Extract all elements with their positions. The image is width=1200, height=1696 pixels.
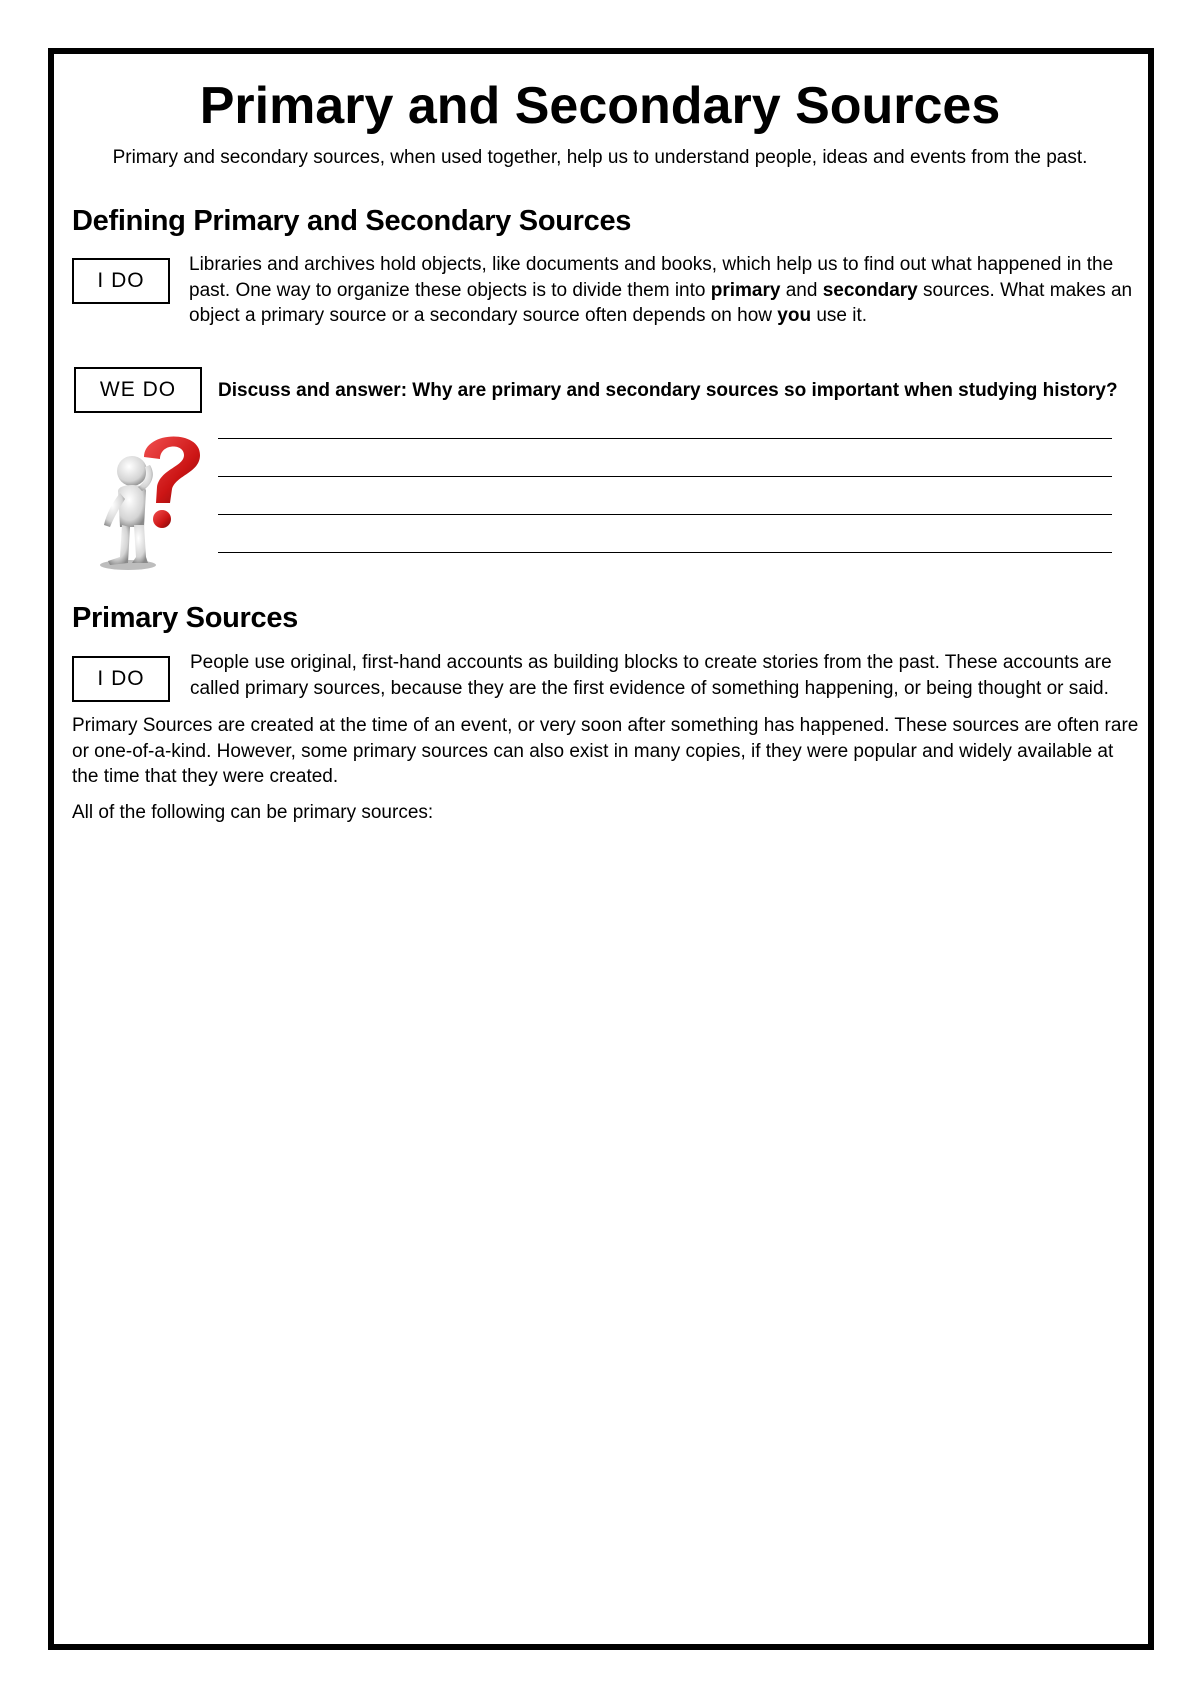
primary-sources-intro: People use original, first-hand accounts as building blocks to create stories from the past. These accounts are called primary sources, because they are the first evidence of something happening, or being thought or said.	[190, 652, 1112, 699]
answer-line[interactable]	[218, 514, 1112, 515]
primary-sources-list-intro: All of the following can be primary sources:	[72, 802, 434, 823]
answer-line[interactable]	[218, 552, 1112, 553]
i-do-tag: I DO	[72, 656, 170, 702]
defining-paragraph: Libraries and archives hold objects, like documents and books, which help us to find out what happened in the past. One way to organize these objects is to divide them into primary and secondary sources. What makes an object a primary source or a secondary source often depends on how you use it.	[189, 254, 1133, 326]
discussion-question: Discuss and answer: Why are primary and secondary sources so important when studying history?	[218, 380, 1118, 401]
page-subtitle: Primary and secondary sources, when used together, help us to understand people, ideas and events from the past.	[112, 147, 1088, 168]
section-heading-defining: Defining Primary and Secondary Sources	[72, 205, 632, 237]
page-title: Primary and Secondary Sources	[199, 77, 1001, 135]
question-mark-figure-icon	[92, 425, 204, 571]
answer-line[interactable]	[218, 476, 1112, 477]
i-do-tag: I DO	[72, 258, 170, 304]
we-do-tag: WE DO	[74, 367, 202, 413]
primary-sources-paragraph: Primary Sources are created at the time of an event, or very soon after something has happened. These sources are often rare or one-of-a-kind. However, some primary sources can also exist in many copies, if they were popular and widely available at the time that they were created.	[72, 715, 1139, 787]
section-heading-primary-sources: Primary Sources	[72, 602, 299, 634]
answer-line[interactable]	[218, 438, 1112, 439]
